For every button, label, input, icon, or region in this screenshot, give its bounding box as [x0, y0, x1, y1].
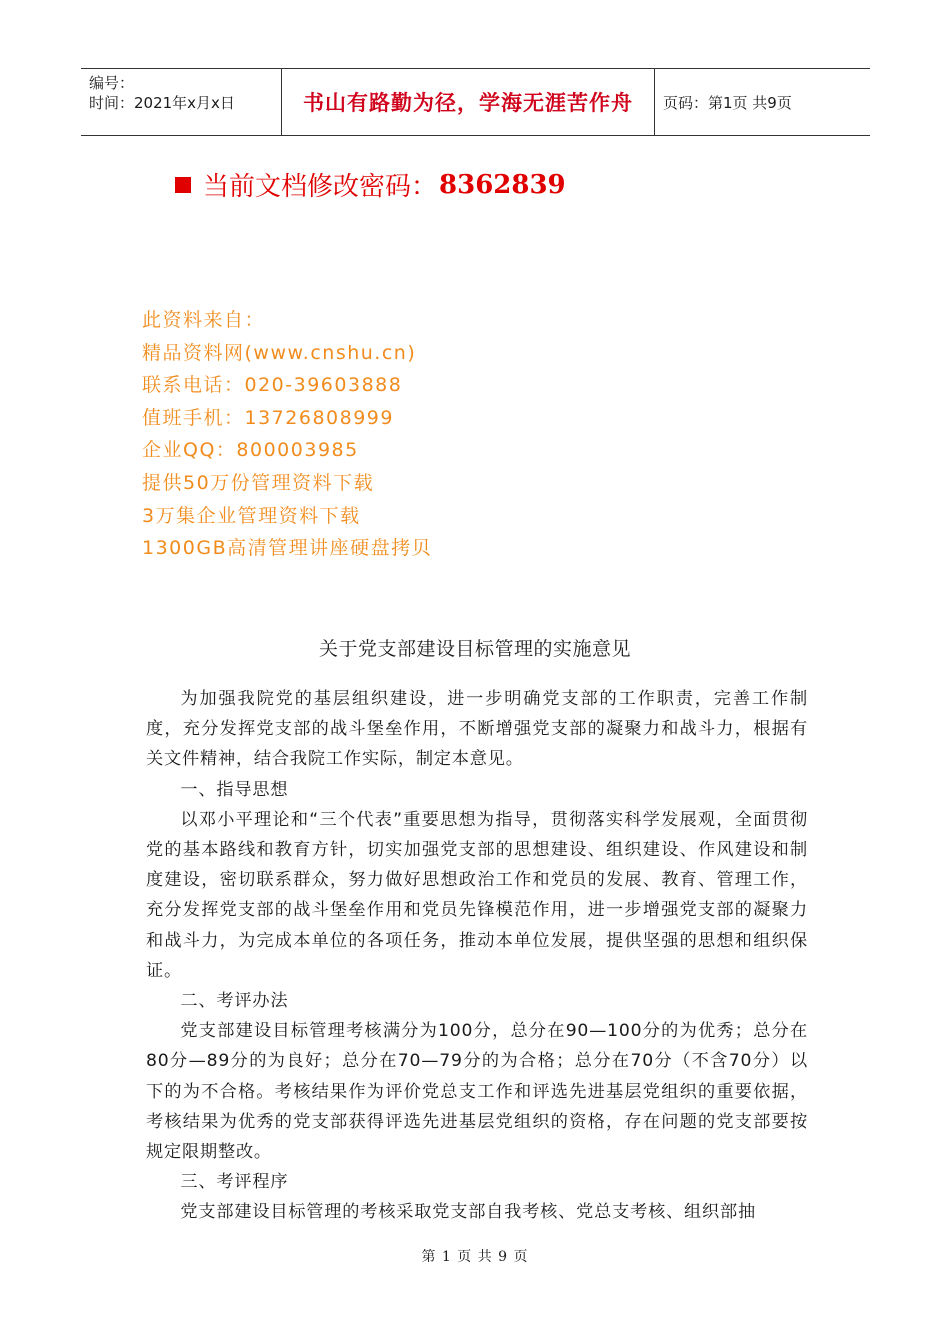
intro-paragraph: 为加强我院党的基层组织建设，进一步明确党支部的工作职责，完善工作制度，充分发挥党支部的战斗堡垒作用，不断增强党支部的凝聚力和战斗力，根据有关文件精神，结合我院工作实际，制定本意见。 — [146, 689, 808, 770]
source-info — [142, 304, 432, 565]
section-heading: 一、指导思想 — [180, 779, 289, 800]
number-label: 编号： — [89, 74, 135, 92]
section-paragraph: 党支部建设目标管理的考核采取党支部自我考核、党总支考核、组织部抽 — [180, 1202, 756, 1223]
header-meta-cell — [81, 69, 282, 135]
header-motto: 书山有路勤为径，学海无涯苦作舟 — [282, 69, 655, 135]
section-heading: 二、考评办法 — [180, 991, 289, 1012]
article-title: 关于党支部建设目标管理的实施意见 — [318, 638, 631, 660]
source-line: 1300GB高清管理讲座硬盘拷贝 — [142, 537, 433, 560]
section-paragraph: 以邓小平理论和“三个代表”重要思想为指导，贯彻落实科学发展观，全面贯彻党的基本路线和教育方针，切实加强党支部的思想建设、组织建设、作风建设和制度建设，密切联系群众，努力做好思想政治工作和党员的发展、教育、管理工作，充分发挥党支部的战斗堡垒作用和党员先锋模范作用，进一步增强党支部的凝聚力和战斗力，为完成本单位的各项任务，推动本单位发展，提供坚强的思想和组织保证。 — [146, 809, 808, 981]
source-line: 3万集企业管理资料下载 — [142, 504, 361, 527]
time-label: 时间：2021年x月x日 — [89, 94, 235, 112]
header-page-label: 页码：第1页 共9页 — [663, 93, 792, 112]
source-line: 值班手机：13726808999 — [142, 406, 394, 429]
password-code: 8362839 — [439, 169, 566, 200]
page-footer: 第 1 页 共 9 页 — [421, 1249, 529, 1265]
document-header — [81, 68, 870, 136]
source-line: 此资料来自： — [142, 309, 266, 331]
section-heading: 三、考评程序 — [180, 1172, 289, 1193]
source-line: 联系电话：020-39603888 — [142, 374, 403, 397]
source-line: 提供50万份管理资料下载 — [142, 471, 375, 494]
red-square-icon — [175, 177, 191, 193]
source-line: 企业QQ：800003985 — [142, 439, 359, 462]
article-body — [146, 684, 808, 1228]
source-line: 精品资料网(www.cnshu.cn) — [142, 341, 417, 364]
section-paragraph: 党支部建设目标管理考核满分为100分，总分在90—100分的为优秀；总分在80分—89分的为良好；总分在70—79分的为合格；总分在70分（不含70分）以下的为不合格。考核结果作为评价党总支工作和评选先进基层党组织的重要依据，考核结果为优秀的党支部获得评选先进基层党组织的资格，存在问题的党支部要按规定限期整改。 — [146, 1021, 808, 1163]
password-label: 当前文档修改密码： — [203, 172, 438, 202]
password-line — [175, 166, 566, 203]
